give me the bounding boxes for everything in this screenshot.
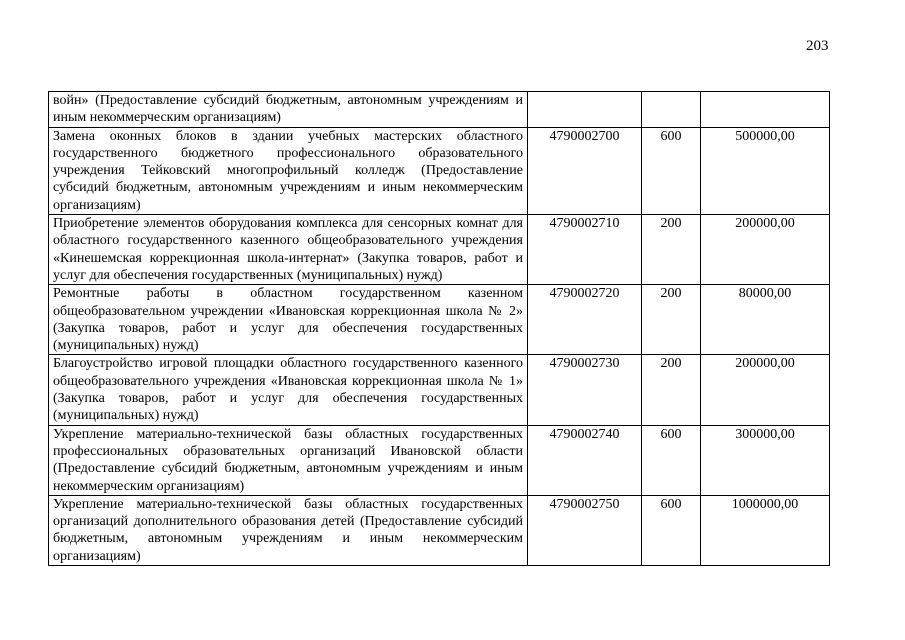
expense-type-cell: 200 <box>642 215 701 285</box>
expense-type-cell: 200 <box>642 285 701 355</box>
expense-type-cell: 200 <box>642 355 701 425</box>
table-row <box>49 355 830 425</box>
item-name-cell: Укрепление материально-технической базы областных государственных организаций дополнительного образования детей (Предоставление субсидий бюджетным, автономным учреждениям и иным некоммерческим организациям) <box>49 495 528 565</box>
item-name-cell: войн» (Предоставление субсидий бюджетным, автономным учреждениям и иным некоммерческим организациям) <box>49 92 528 128</box>
table-row <box>49 215 830 285</box>
target-code-cell: 4790002720 <box>528 285 642 355</box>
budget-table <box>48 91 830 566</box>
table-row <box>49 425 830 495</box>
item-name-cell: Благоустройство игровой площадки областного государственного казенного общеобразовательного учреждения «Ивановская коррекционная школа № 1» (Закупка товаров, работ и услуг для обеспечения государственных (муниципальных) нужд) <box>49 355 528 425</box>
target-code-cell: 4790002710 <box>528 215 642 285</box>
amount-cell: 1000000,00 <box>701 495 830 565</box>
amount-cell: 500000,00 <box>701 127 830 214</box>
table-row <box>49 92 830 128</box>
item-name-cell: Укрепление материально-технической базы областных государственных профессиональных образовательных организаций Ивановской области (Предоставление субсидий бюджетным, автономным учреждениям и иным некоммерческим организациям) <box>49 425 528 495</box>
expense-type-cell: 600 <box>642 127 701 214</box>
budget-table-body <box>49 92 830 566</box>
expense-type-cell <box>642 92 701 128</box>
item-name-cell: Приобретение элементов оборудования комплекса для сенсорных комнат для областного государственного казенного общеобразовательного учреждения «Кинешемская коррекционная школа-интернат» (Закупка товаров, работ и услуг для обеспечения государственных (муниципальных) нужд) <box>49 215 528 285</box>
target-code-cell <box>528 92 642 128</box>
expense-type-cell: 600 <box>642 425 701 495</box>
amount-cell: 80000,00 <box>701 285 830 355</box>
amount-cell: 300000,00 <box>701 425 830 495</box>
target-code-cell: 4790002730 <box>528 355 642 425</box>
amount-cell <box>701 92 830 128</box>
amount-cell: 200000,00 <box>701 355 830 425</box>
table-row <box>49 495 830 565</box>
page-number: 203 <box>806 38 829 54</box>
amount-cell: 200000,00 <box>701 215 830 285</box>
expense-type-cell: 600 <box>642 495 701 565</box>
target-code-cell: 4790002740 <box>528 425 642 495</box>
target-code-cell: 4790002700 <box>528 127 642 214</box>
item-name-cell: Замена оконных блоков в здании учебных мастерских областного государственного бюджетного профессионального образовательного учреждения Тейковский многопрофильный колледж (Предоставление субсидий бюджетным, автономным учреждениям и иным некоммерческим организациям) <box>49 127 528 214</box>
table-row <box>49 285 830 355</box>
table-row <box>49 127 830 214</box>
target-code-cell: 4790002750 <box>528 495 642 565</box>
item-name-cell: Ремонтные работы в областном государственном казенном общеобразовательном учреждении «Ивановская коррекционная школа № 2» (Закупка товаров, работ и услуг для обеспечения государственных (муниципальных) нужд) <box>49 285 528 355</box>
